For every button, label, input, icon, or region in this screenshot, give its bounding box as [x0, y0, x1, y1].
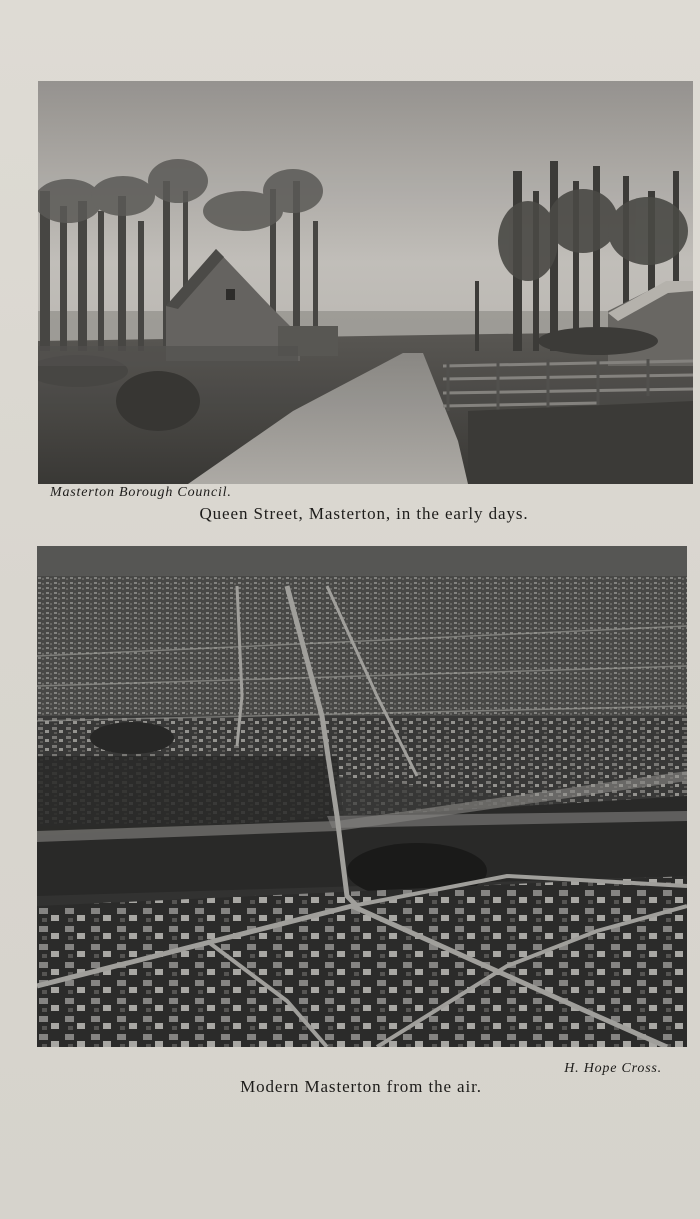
photo-queen-street-early-days [38, 81, 693, 484]
photo-caption-bottom: Modern Masterton from the air. [240, 1077, 482, 1096]
photo-caption-top: Queen Street, Masterton, in the early days. [199, 504, 529, 523]
photo-credit-bottom: H. Hope Cross. [564, 1061, 662, 1076]
photo-aerial-masterton [37, 546, 687, 1047]
photo-credit-top: Masterton Borough Council. [50, 485, 232, 500]
